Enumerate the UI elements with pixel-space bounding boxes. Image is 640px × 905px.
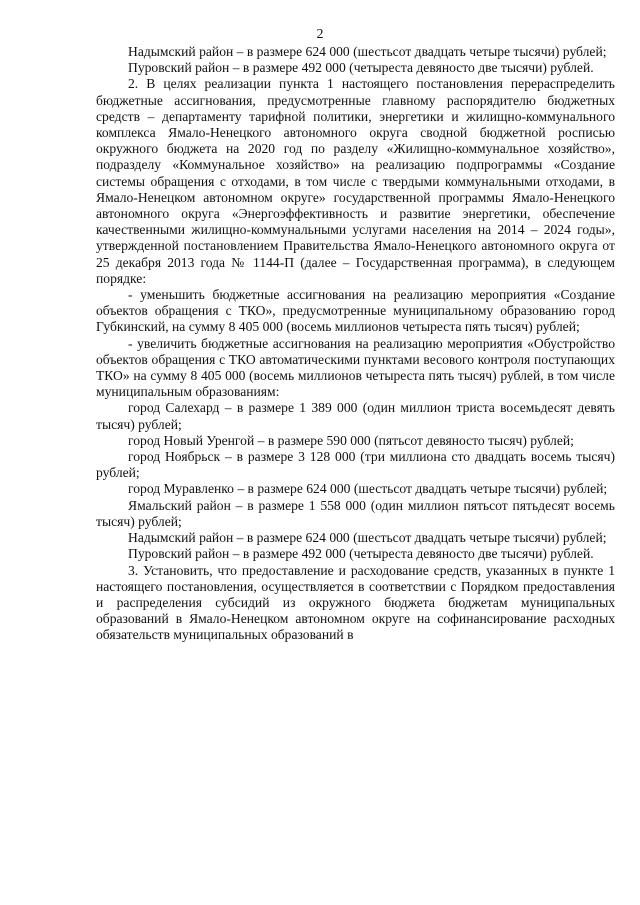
paragraph-purovsky-1: Пуровский район – в размере 492 000 (четыреста девяносто две тысячи) рублей. (128, 60, 594, 76)
document-body (96, 44, 615, 644)
paragraph-purovsky-2: Пуровский район – в размере 492 000 (четыреста девяносто две тысячи) рублей. (128, 546, 594, 562)
paragraph-increase: - увеличить бюджетные ассигнования на реализацию мероприятия «Обустройство объектов обращения с ТКО автоматическими пунктами весового контроля поступающих ТКО» на сумму 8 405 000 (восемь миллионов четыреста пять тысяч) рублей, в том числе муниципальным образованиям: (96, 335, 615, 400)
paragraph-nadym-2: Надымский район – в размере 624 000 (шестьсот двадцать четыре тысячи) рублей; (128, 530, 607, 546)
paragraph-yamalsky: Ямальский район – в размере 1 558 000 (один миллион пятьсот пятьдесят восемь тысяч) рублей; (96, 497, 615, 529)
paragraph-muravlenko: город Муравленко – в размере 624 000 (шестьсот двадцать четыре тысячи) рублей; (128, 481, 608, 497)
paragraph-novy-urengoy: город Новый Уренгой – в размере 590 000 (пятьсот девяносто тысяч) рублей; (128, 432, 574, 448)
paragraph-noyabrsk: город Ноябрьск – в размере 3 128 000 (три миллиона сто двадцать восемь тысяч) рублей; (96, 449, 615, 481)
paragraph-nadym-1: Надымский район – в размере 624 000 (шестьсот двадцать четыре тысячи) рублей; (128, 44, 607, 59)
paragraph-clause-2: 2. В целях реализации пункта 1 настоящего постановления перераспределить бюджетные ассигнования, предусмотренные главному распорядителю бюджетных средств – департаменту тарифной политики, энергетики и жилищно-коммунального комплекса Ямало-Ненецкого автономного округа сводной бюджетной росписью окружного бюджета на 2020 год по разделу «Жилищно-коммунальное хозяйство», подразделу «Коммунальное хозяйство» на реализацию подпрограммы «Создание системы обращения с отходами, в том числе с твердыми коммунальными отходами, в Ямало-Ненецком автономном округе» государственной программы Ямало-Ненецкого автономного округа «Энергоэффективность и развитие энергетики, обеспечение качественными жилищно-коммунальными услугами населения на 2014 – 2024 годы», утвержденной постановлением Правительства Ямало-Ненецкого автономного округа от 25 декабря 2013 года № 1144-П (далее – Государственная программа), в следующем порядке: (96, 76, 615, 286)
paragraph-decrease: - уменьшить бюджетные ассигнования на реализацию мероприятия «Создание объектов обращения с ТКО», предусмотренные муниципальному образованию город Губкинский, на сумму 8 405 000 (восемь миллионов четыреста пять тысяч) рублей; (96, 287, 615, 335)
page-number: 2 (316, 27, 324, 42)
paragraph-salekhard: город Салехард – в размере 1 389 000 (один миллион триста восемьдесят девять тысяч) рублей; (96, 400, 615, 432)
paragraph-clause-3: 3. Установить, что предоставление и расходование средств, указанных в пункте 1 настоящего постановления, осуществляется в соответствии с Порядком предоставления и распределения субсидий из окружного бюджета бюджетам муниципальных образований в Ямало-Ненецком автономном округе на софинансирование расходных обязательств муниципальных образований в (96, 562, 615, 643)
